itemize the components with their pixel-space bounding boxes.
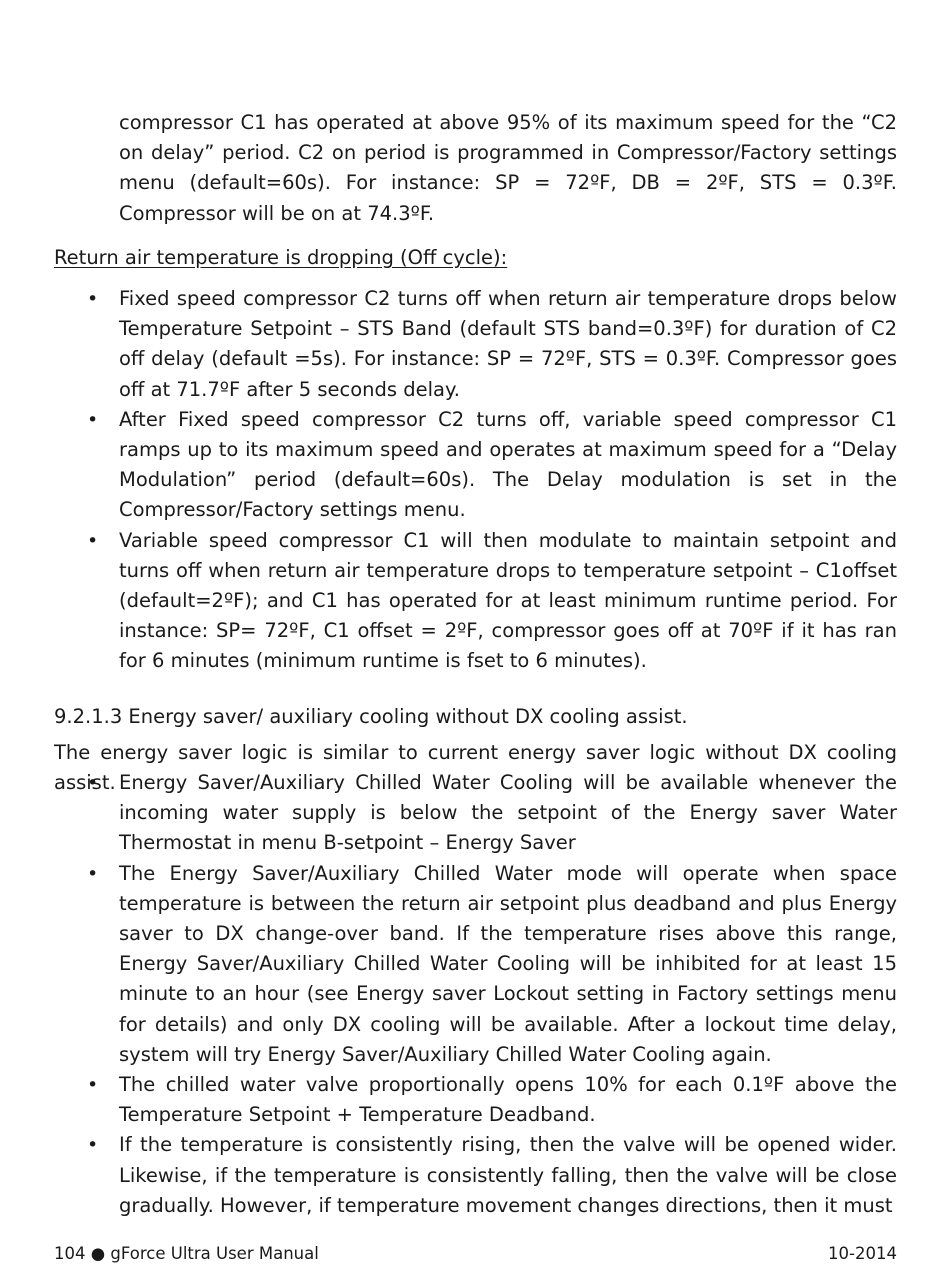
energy-saver-list [119, 768, 897, 1221]
list-item: • If the temperature is consistently rising, then the valve will be opened wider. Likewise, if the temperature is consistently falling, then the valve will be close gradually. However, if temperature movement changes directions, then it must [119, 1130, 897, 1221]
section-heading: 9.2.1.3 Energy saver/ auxiliary cooling without DX cooling assist. [54, 705, 688, 728]
off-cycle-heading: Return air temperature is dropping (Off cycle): [54, 246, 508, 269]
list-item: • Fixed speed compressor C2 turns off when return air temperature drops below Temperature Setpoint – STS Band (default STS band=0.3ºF) for duration of C2 off delay (default =5s). For instance: SP = 72ºF, STS = 0.3ºF. Compressor goes off at 71.7ºF after 5 seconds delay. [119, 284, 897, 405]
list-item: • The chilled water valve proportionally opens 10% for each 0.1ºF above the Temperature Setpoint + Temperature Deadband. [119, 1070, 897, 1130]
footer-date: 10-2014 [828, 1244, 897, 1263]
off-cycle-list [119, 284, 897, 677]
footer-page-label: 104 ● gForce Ultra User Manual [54, 1244, 319, 1263]
list-item: • Energy Saver/Auxiliary Chilled Water Cooling will be available whenever the incoming water supply is below the setpoint of the Energy saver Water Thermostat in menu B-setpoint – Energy Saver [119, 768, 897, 859]
list-item: • The Energy Saver/Auxiliary Chilled Water mode will operate when space temperature is between the return air setpoint plus deadband and plus Energy saver to DX change-over band. If the temperature rises above this range, Energy Saver/Auxiliary Chilled Water Cooling will be inhibited for at least 15 minute to an hour (see Energy saver Lockout setting in Factory settings menu for details) and only DX cooling will be available. After a lockout time delay, system will try Energy Saver/Auxiliary Chilled Water Cooling again. [119, 859, 897, 1070]
section-intro: The energy saver logic is similar to current energy saver logic without DX cooling assist. [54, 741, 897, 795]
intro-paragraph: compressor C1 has operated at above 95% of its maximum speed for the “C2 on delay” period. C2 on period is programmed in Compressor/Factory settings menu (default=60s). For instance: SP = 72ºF, DB = 2ºF, STS = 0.3ºF. Compressor will be on at 74.3ºF. [119, 111, 897, 225]
list-item: • After Fixed speed compressor C2 turns off, variable speed compressor C1 ramps up to its maximum speed and operates at maximum speed for a “Delay Modulation” period (default=60s). The Delay modulation is set in the Compressor/Factory settings menu. [119, 405, 897, 526]
list-item: • Variable speed compressor C1 will then modulate to maintain setpoint and turns off when return air temperature drops to temperature setpoint – C1offset (default=2ºF); and C1 has operated for at least minimum runtime period. For instance: SP= 72ºF, C1 offset = 2ºF, compressor goes off at 70ºF if it has ran for 6 minutes (minimum runtime is fset to 6 minutes). [119, 526, 897, 677]
